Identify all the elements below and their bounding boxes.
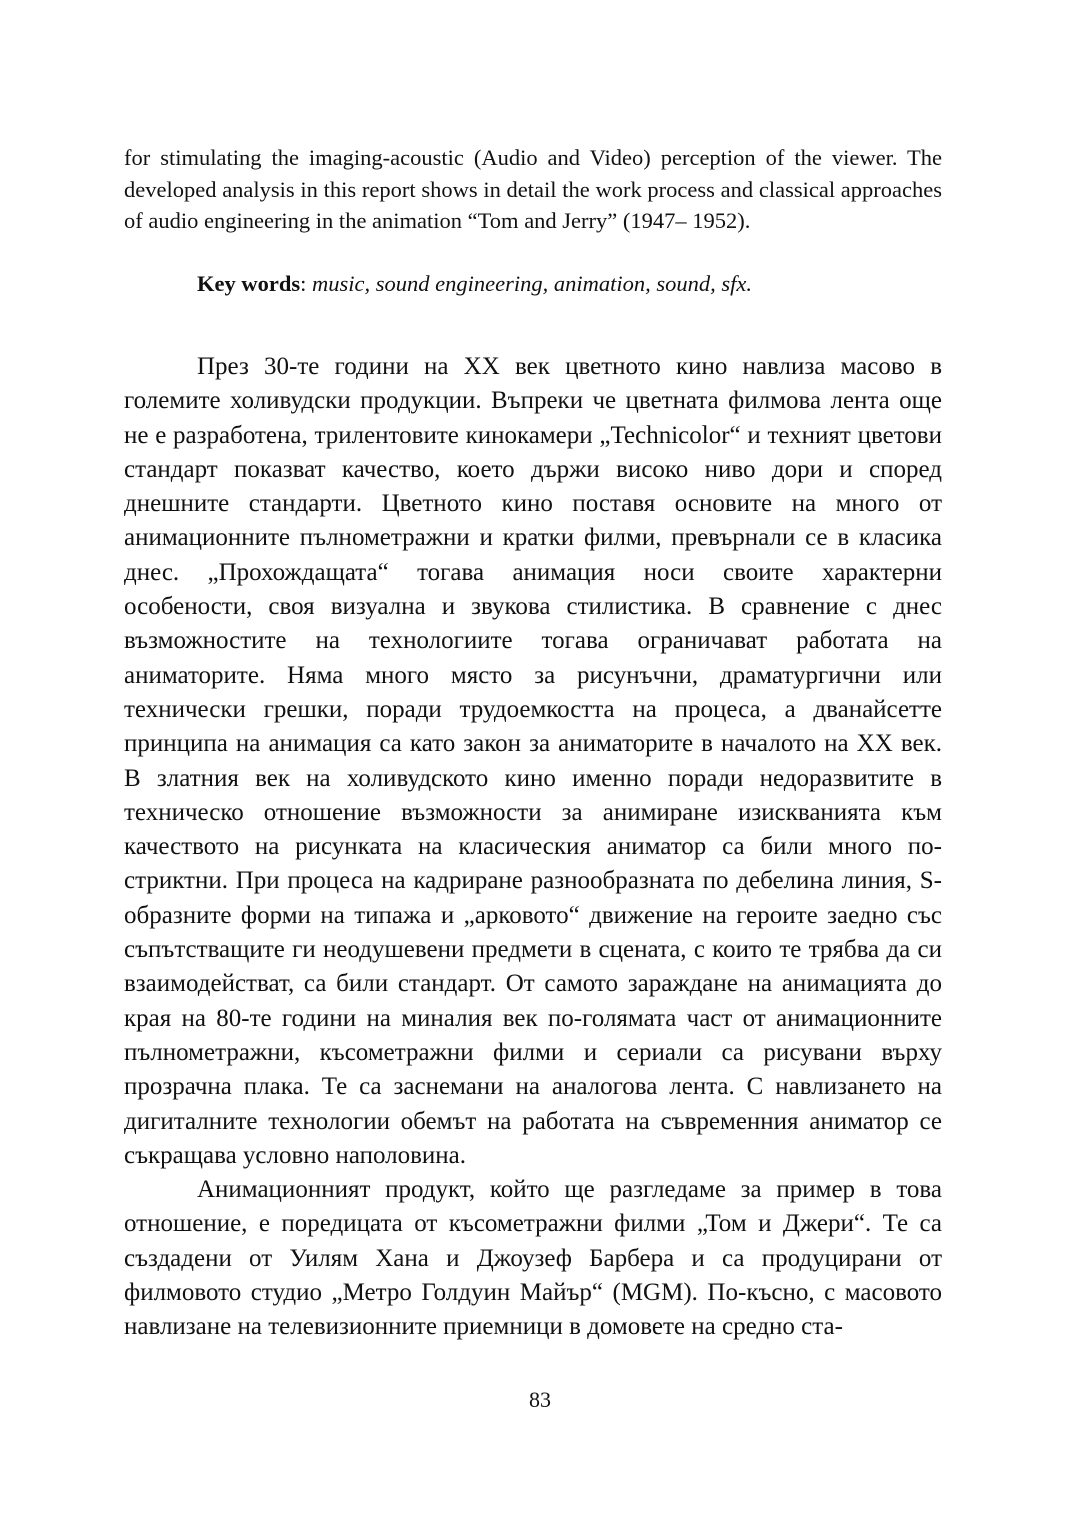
keywords-line (124, 268, 942, 300)
body-paragraph: Анимационният продукт, който ще разгледаме за пример в това отношение, е поредицата от късометражни филми „Том и Джери“. Те са създадени от Уилям Хана и Джоузеф Барбера и са продуцирани от филмовото студио „Метро Голдуин Майър“ (MGM). По-късно, с масовото навлизане на телевизионните приемници в домовете на средно ста- (124, 1176, 942, 1341)
page-number: 83 (529, 1387, 551, 1412)
keywords-list: music, sound engineering, animation, sound, sfx. (312, 271, 752, 296)
keywords-separator: : (300, 271, 313, 296)
body-text (124, 350, 942, 1345)
keywords-label: Key words (197, 271, 301, 296)
abstract-paragraph: for stimulating the imaging-acoustic (Audio and Video) perception of the viewer. The developed analysis in this report shows in detail the work process and classical approaches of audio engineering in the animation “Tom and Jerry” (1947– 1952). (124, 145, 942, 233)
body-paragraph: През 30-те години на ХХ век цветното кино навлиза масово в големите холивудски продукции. Въпреки че цветната филмова лента още не е разработена, трилентовите кинокамери „Technicolor“ и техният цветови стандарт показват качество, което държи високо ниво дори и според днешните стандарти. Цветното кино поставя основите на много от анимационните пълнометражни и кратки филми, превърнали се в класика днес. „Прохождащата“ тогава анимация носи своите характерни особености, своя визуална и звукова стилистика. В сравнение с днес възможностите на технологиите тогава ограничават работата на аниматорите. Няма много място за рисунъчни, драматургични или технически грешки, поради трудоемкостта на процеса, а дванайсетте принципа на анимация са като закон за аниматорите в началото на ХХ век. В златния век на холивудското кино именно поради недоразвитите в техническо отношение възможности за анимиране изискванията към качеството на рисунката на класическия аниматор са били много по-стриктни. При процеса на кадриране разнообразната по дебелина линия, S-образните форми на типажа и „арковото“ движение на героите заедно със съпътстващите ги неодушевени предмети в сцената, с които те трябва да си взаимодействат, са били стандарт. От самото зараждане на анимацията до края на 80-те години на миналия век по-голямата част от анимационните пълнометражни, късометражни филми и сериали са рисувани върху прозрачна плака. Те са заснемани на аналогова лента. С навлизането на дигиталните технологии обемът на работата на съвременния аниматор се съкращава условно наполовина. (124, 353, 942, 1169)
